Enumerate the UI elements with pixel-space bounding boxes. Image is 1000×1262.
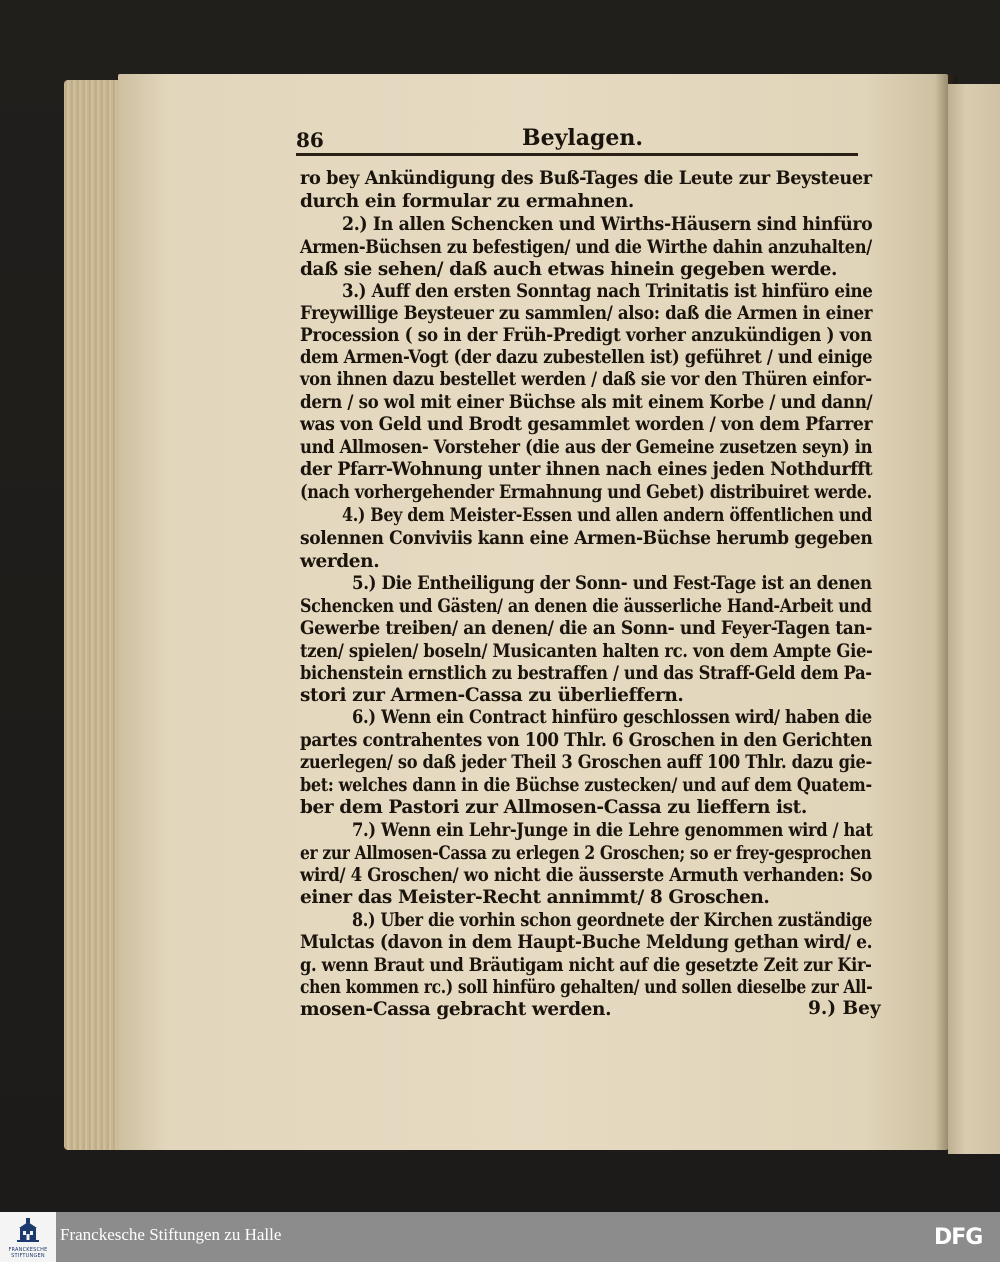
- text-line: stori zur Armen-Cassa zu überlieffern.: [300, 685, 684, 706]
- text-line: mosen-Cassa gebracht werden.: [300, 999, 612, 1020]
- viewer-footer-bar: [0, 1212, 1000, 1262]
- text-line: werden.: [300, 551, 380, 572]
- text-line: 3.) Auff den ersten Sonntag nach Trinitatis ist hinfüro eine: [342, 281, 873, 302]
- text-line: Gewerbe treiben/ an denen/ die an Sonn- und Feyer-Tagen tan-: [300, 618, 873, 639]
- text-line: solennen Conviviis kann eine Armen-Büchse herumb gegeben: [300, 528, 873, 549]
- page-number: 86: [296, 128, 324, 152]
- text-line: 4.) Bey dem Meister-Essen und allen andern öffentlichen und: [342, 505, 873, 526]
- text-line: er zur Allmosen-Cassa zu erlegen 2 Groschen; so er frey-gesprochen: [300, 843, 872, 864]
- text-line: 5.) Die Entheiligung der Sonn- und Fest-Tage ist an denen: [352, 573, 872, 594]
- header-rule: [296, 153, 858, 156]
- text-line: g. wenn Braut und Bräutigam nicht auf die gesetzte Zeit zur Kir-: [300, 955, 872, 976]
- text-line: (nach vorhergehender Ermahnung und Gebet) distribuiret werde.: [300, 482, 872, 503]
- text-line: von ihnen dazu bestellet werden / daß sie vor den Thüren einfor-: [300, 369, 872, 390]
- text-line: und Allmosen- Vorsteher (die aus der Gemeine zusetzen seyn) in: [300, 437, 873, 458]
- logo-text: FRANCKESCHE STIFTUNGEN: [8, 1247, 48, 1259]
- text-line: der Pfarr-Wohnung unter ihnen nach eines jeden Nothdurfft: [300, 459, 873, 480]
- text-line: was von Geld und Brodt gesammlet worden / von dem Pfarrer: [300, 414, 873, 435]
- text-line: bichenstein ernstlich zu bestraffen / und das Straff-Geld dem Pa-: [300, 663, 872, 684]
- text-line: bet: welches dann in die Büchse zustecken/ und auf dem Quatem-: [300, 775, 872, 796]
- text-line: wird/ 4 Groschen/ wo nicht die äusserste Armuth verhanden: So: [300, 865, 873, 886]
- dfg-logo[interactable]: DFG: [934, 1225, 983, 1250]
- text-line: 2.) In allen Schencken und Wirths-Häusern sind hinfüro: [342, 214, 873, 235]
- building-icon: [17, 1218, 39, 1244]
- text-line: dem Armen-Vogt (der dazu zubestellen ist) geführet / und einige: [300, 347, 873, 368]
- text-line: Mulctas (davon in dem Haupt-Buche Meldung gethan wird/ e.: [300, 932, 873, 953]
- text-line: chen kommen rc.) soll hinfüro gehalten/ und sollen dieselbe zur All-: [300, 977, 873, 998]
- text-line: einer das Meister-Recht annimmt/ 8 Groschen.: [300, 887, 770, 908]
- text-line: dern / so wol mit einer Büchse als mit einem Korbe / und dann/: [300, 392, 873, 413]
- institution-link[interactable]: Franckesche Stiftungen zu Halle: [60, 1225, 282, 1244]
- catchword: 9.) Bey: [808, 998, 881, 1019]
- text-line: Procession ( so in der Früh-Predigt vorher anzukündigen ) von: [300, 325, 872, 346]
- text-line: ro bey Ankündigung des Buß-Tages die Leute zur Beysteuer: [300, 168, 872, 189]
- text-line: partes contrahentes von 100 Thlr. 6 Groschen in den Gerichten: [300, 730, 873, 751]
- text-line: tzen/ spielen/ boseln/ Musicanten halten rc. von dem Ampte Gie-: [300, 641, 873, 662]
- text-line: ber dem Pastori zur Allmosen-Cassa zu lieffern ist.: [300, 797, 807, 818]
- text-line: Armen-Büchsen zu befestigen/ und die Wirthe dahin anzuhalten/: [300, 237, 872, 258]
- text-line: 6.) Wenn ein Contract hinfüro geschlossen wird/ haben die: [352, 707, 872, 728]
- text-line: daß sie sehen/ daß auch etwas hinein gegeben werde.: [300, 259, 838, 280]
- text-line: 8.) Uber die vorhin schon geordnete der Kirchen zuständige: [352, 910, 873, 931]
- running-title: Beylagen.: [522, 125, 644, 151]
- text-line: Freywillige Beysteuer zu sammlen/ also: daß die Armen in einer: [300, 303, 873, 324]
- text-line: zuerlegen/ so daß jeder Theil 3 Groschen auff 100 Thlr. dazu gie-: [300, 752, 872, 773]
- text-line: Schencken und Gästen/ an denen die äusserliche Hand-Arbeit und: [300, 596, 872, 617]
- franckesche-logo[interactable]: [0, 1212, 56, 1262]
- text-line: durch ein formular zu ermahnen.: [300, 191, 634, 212]
- text-line: 7.) Wenn ein Lehr-Junge in die Lehre genommen wird / hat: [352, 820, 873, 841]
